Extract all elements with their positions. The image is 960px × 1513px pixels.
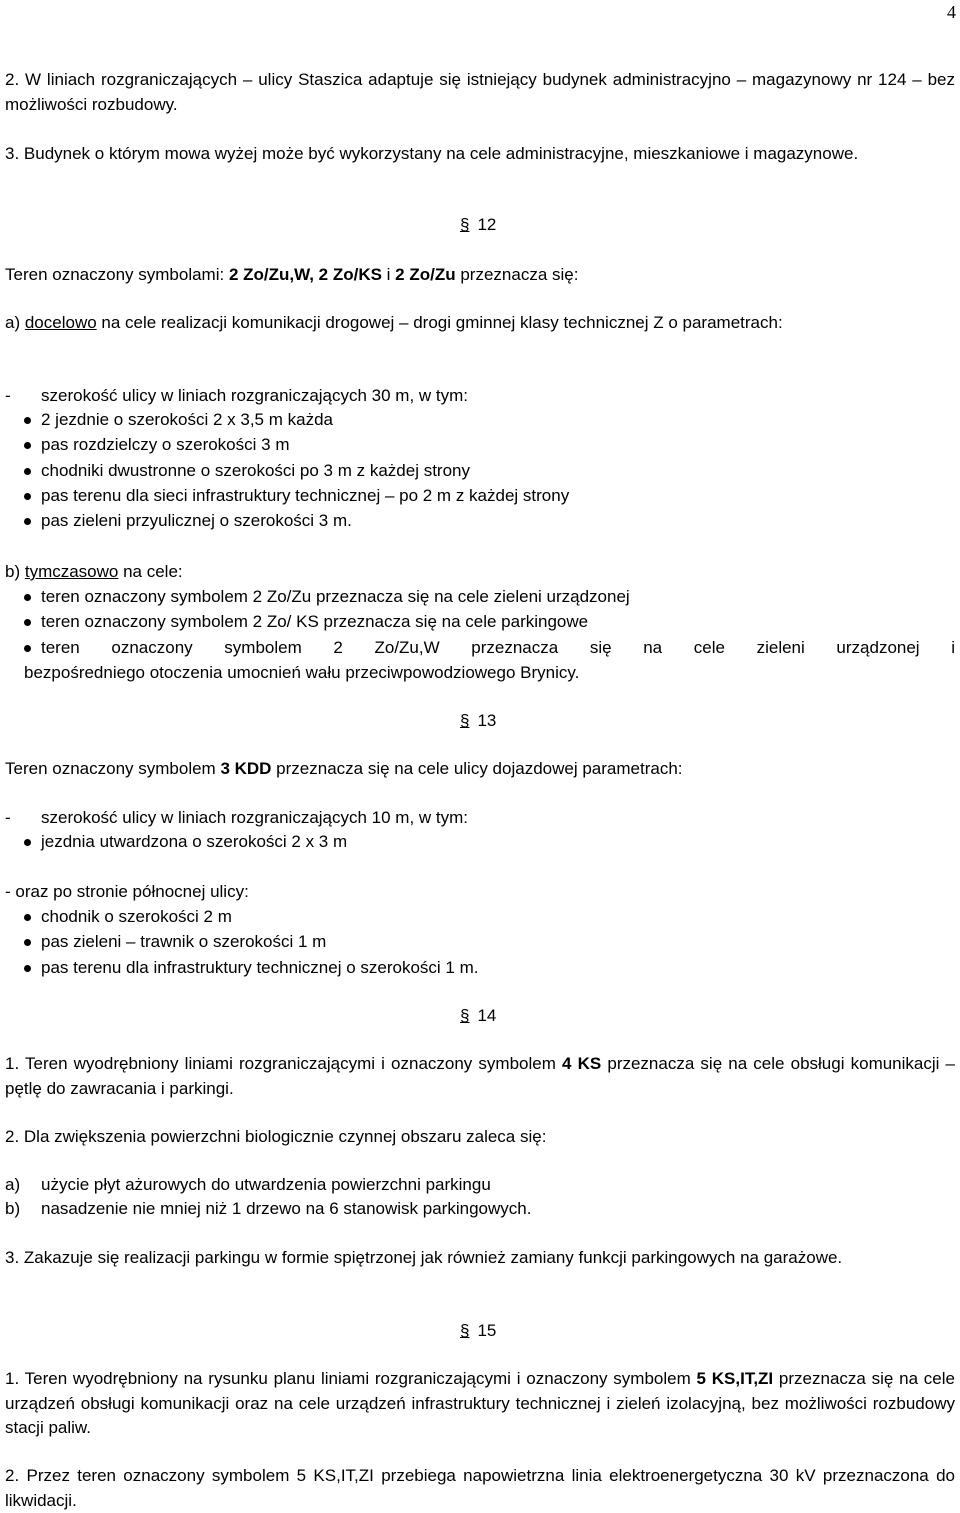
page-number: 4 [947, 2, 956, 22]
dash-marker: - [5, 386, 11, 405]
section-12-heading [460, 213, 496, 238]
section-14-item-a: a) użycie płyt ażurowych do utwardzenia powierzchni parkingu [5, 1175, 491, 1194]
section-15-paragraph-1: 1. Teren wyodrębniony na rysunku planu liniami rozgraniczającymi i oznaczony symbolem 5 KS,IT,ZI przeznacza się na cele urządzeń obsługi komunikacji oraz na cele urządzeń infrastruktury technicznej i zieleń izolacyjną, bez możliwości rozbudowy stacji paliw. [5, 1369, 955, 1437]
section-13-bullet-list [0, 830, 955, 855]
list-item: 2 jezdnie o szerokości 2 x 3,5 m każda [0, 408, 955, 433]
section-13-intro: Teren oznaczony symbolem 3 KDD przeznacza się na cele ulicy dojazdowej parametrach: [5, 759, 683, 778]
section-15-heading [460, 1319, 496, 1344]
section-14-paragraph-2: 2. Dla zwiększenia powierzchni biologicznie czynnej obszaru zaleca się: [5, 1127, 547, 1146]
section-14-paragraph-1: 1. Teren wyodrębniony liniami rozgraniczającymi i oznaczony symbolem 4 KS przeznacza się na cele obsługi komunikacji – pętlę do zawracania i parkingi. [5, 1054, 956, 1098]
dash-marker: - [5, 808, 11, 827]
list-item: pas zieleni przyulicznej o szerokości 3 m. [0, 509, 955, 534]
list-item: pas rozdzielczy o szerokości 3 m [0, 433, 955, 458]
list-item: pas zieleni – trawnik o szerokości 1 m [0, 930, 955, 955]
section-12-item-b: b) tymczasowo na cele: [5, 562, 183, 581]
section-12-width-line: szerokość ulicy w liniach rozgraniczających 30 m, w tym: [41, 386, 469, 405]
section-15-paragraph-2: 2. Przez teren oznaczony symbolem 5 KS,IT,ZI przebiega napowietrzna linia elektroenergetyczna 30 kV przeznaczona do likwidacji. [5, 1466, 955, 1510]
section-symbol: § [460, 711, 470, 730]
section-13-north-bullet-list [0, 905, 955, 981]
section-symbol: § [460, 1006, 470, 1025]
paragraph-3: 3. Budynek o którym mowa wyżej może być wykorzystany na cele administracyjne, mieszkaniowe i magazynowe. [5, 144, 859, 163]
section-12-intro: Teren oznaczony symbolami: 2 Zo/Zu,W, 2 Zo/KS i 2 Zo/Zu przeznacza się: [5, 265, 579, 284]
section-symbol: § [460, 1321, 470, 1340]
list-item: pas terenu dla sieci infrastruktury technicznej – po 2 m z każdej strony [0, 484, 955, 509]
paragraph-2: 2. W liniach rozgraniczających – ulicy Staszica adaptuje się istniejący budynek administracyjno – magazynowy nr 124 – bez możliwości rozbudowy. [5, 70, 955, 114]
section-12-b-bullet-list [0, 585, 955, 636]
list-item: chodnik o szerokości 2 m [0, 905, 955, 930]
section-12-item-a: a) docelowo na cele realizacji komunikacji drogowej – drogi gminnej klasy technicznej Z o parametrach: [5, 313, 783, 332]
section-number: 13 [477, 711, 497, 730]
section-13-north-line: - oraz po stronie północnej ulicy: [5, 882, 249, 901]
section-number: 14 [477, 1006, 497, 1025]
section-number: 12 [477, 215, 497, 234]
list-item: chodniki dwustronne o szerokości po 3 m z każdej strony [0, 459, 955, 484]
section-13-heading [460, 709, 496, 734]
section-14-heading [460, 1004, 496, 1029]
list-item: teren oznaczony symbolem 2 Zo/ KS przeznacza się na cele parkingowe [0, 610, 955, 635]
list-item: jezdnia utwardzona o szerokości 2 x 3 m [0, 830, 955, 855]
list-item: pas terenu dla infrastruktury technicznej o szerokości 1 m. [0, 956, 955, 981]
list-item: teren oznaczony symbolem 2 Zo/Zu przeznacza się na cele zieleni urządzonej [0, 585, 955, 610]
section-14-paragraph-3: 3. Zakazuje się realizacji parkingu w formie spiętrzonej jak również zamiany funkcji parkingowych na garażowe. [5, 1248, 843, 1267]
section-14-item-b: b) nasadzenie nie mniej niż 1 drzewo na 6 stanowisk parkingowych. [5, 1199, 532, 1218]
section-12-bullet-list [0, 408, 955, 534]
section-symbol: § [460, 215, 470, 234]
section-number: 15 [477, 1321, 497, 1340]
section-12-b-bullet-3: teren oznaczony symbolem 2 Zo/Zu,W przeznacza się na cele zieleni urządzonej i bezpośredniego otoczenia umocnień wału przeciwpowodziowego Brynicy. [24, 638, 955, 682]
section-13-width-line: szerokość ulicy w liniach rozgraniczających 10 m, w tym: [41, 808, 469, 827]
